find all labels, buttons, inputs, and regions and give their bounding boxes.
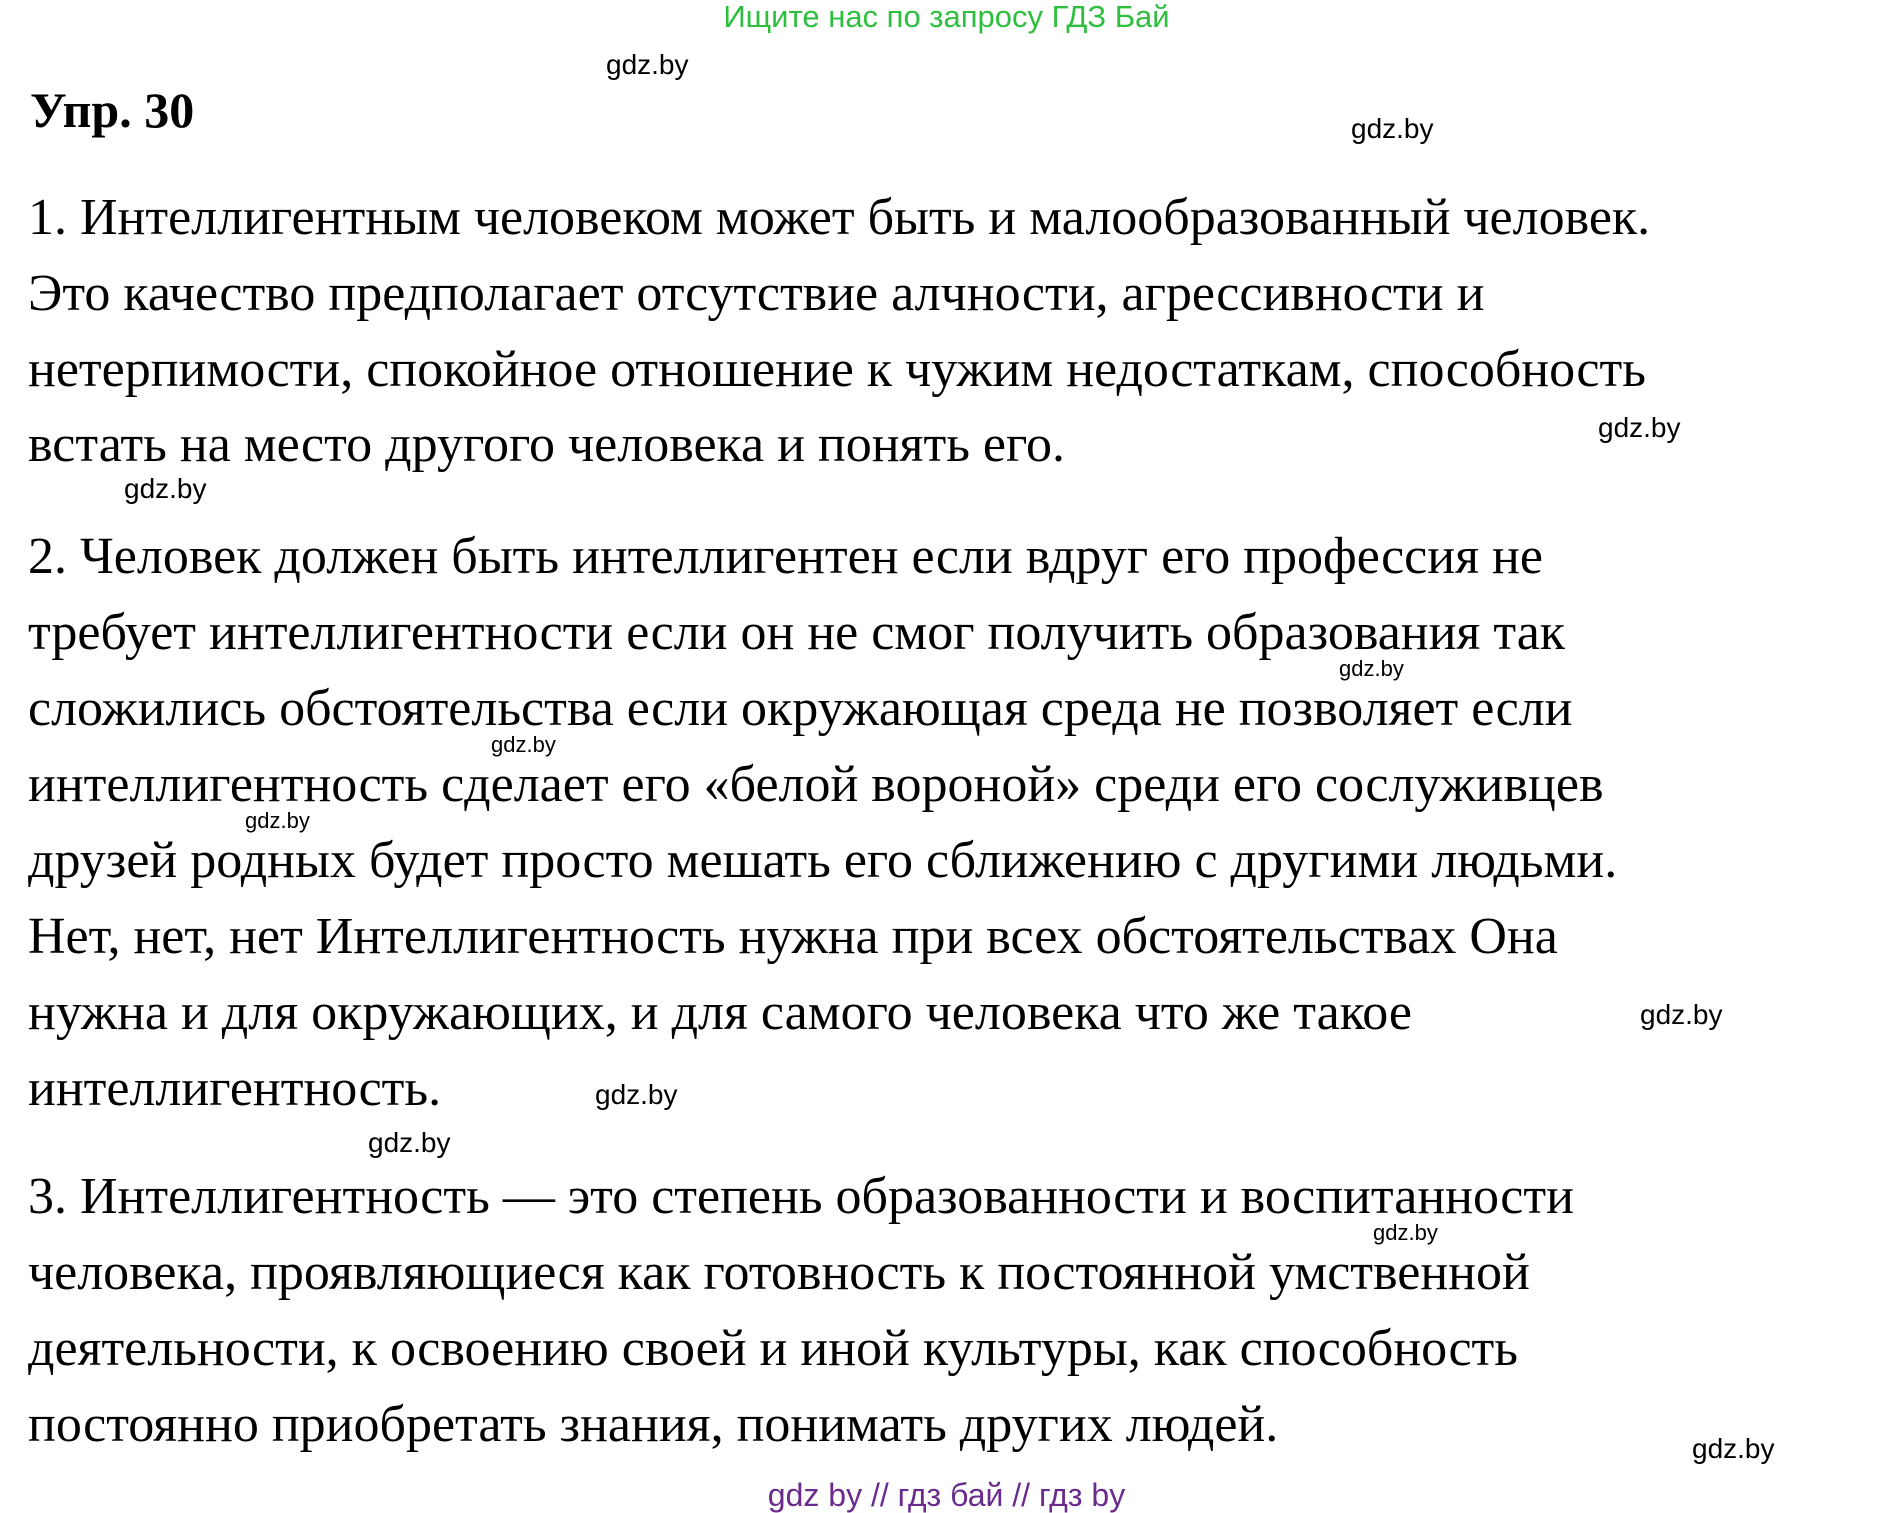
watermark: gdz.by xyxy=(595,1079,678,1110)
paragraph-line: Нет, нет, нет Интеллигентность нужна при всех обстоятельствах Она xyxy=(28,908,1558,965)
paragraph-line: 3. Интеллигентность — это степень образованности и воспитанности xyxy=(28,1168,1574,1225)
paragraph-line: интеллигентность сделает его «белой вороной» среди его сослуживцев xyxy=(28,756,1604,813)
paragraph-line: 2. Человек должен быть интеллигентен если вдруг его профессия не xyxy=(28,528,1543,585)
watermark: gdz.by xyxy=(368,1127,451,1158)
watermark: gdz.by xyxy=(1598,412,1681,443)
paragraph-line: встать на место другого человека и понять его. xyxy=(28,416,1066,473)
watermark: gdz.by xyxy=(245,808,310,833)
exercise-title: Упр. 30 xyxy=(30,82,195,138)
paragraph-line: нужна и для окружающих, и для самого человека что же такое xyxy=(28,984,1412,1041)
paragraph-line: постоянно приобретать знания, понимать других людей. xyxy=(28,1396,1279,1453)
watermark: gdz.by xyxy=(1640,999,1723,1030)
watermark: gdz.by xyxy=(1373,1220,1438,1245)
watermark: gdz.by xyxy=(1339,656,1404,681)
paragraph-line: человека, проявляющиеся как готовность к постоянной умственной xyxy=(28,1244,1530,1301)
search-banner: Ищите нас по запросу ГДЗ Бай xyxy=(723,0,1170,34)
footer-watermark: gdz by // гдз бай // гдз by xyxy=(767,1477,1126,1513)
watermark: gdz.by xyxy=(1351,113,1434,144)
watermark: gdz.by xyxy=(606,49,689,80)
paragraph-line: деятельности, к освоению своей и иной культуры, как способность xyxy=(28,1320,1518,1377)
watermark: gdz.by xyxy=(124,473,207,504)
paragraph-line: 1. Интеллигентным человеком может быть и малообразованный человек. xyxy=(28,189,1651,246)
paragraph-line: требует интеллигентности если он не смог получить образования так xyxy=(28,604,1566,661)
paragraph-line: интеллигентность. xyxy=(28,1060,442,1117)
paragraph-line: Это качество предполагает отсутствие алчности, агрессивности и xyxy=(28,265,1485,322)
paragraph-line: нетерпимости, спокойное отношение к чужим недостаткам, способность xyxy=(28,341,1646,398)
watermark: gdz.by xyxy=(1692,1433,1775,1464)
paragraph-line: друзей родных будет просто мешать его сближению с другими людьми. xyxy=(28,832,1618,889)
paragraph-line: сложились обстоятельства если окружающая среда не позволяет если xyxy=(28,680,1573,737)
watermark: gdz.by xyxy=(491,732,556,757)
